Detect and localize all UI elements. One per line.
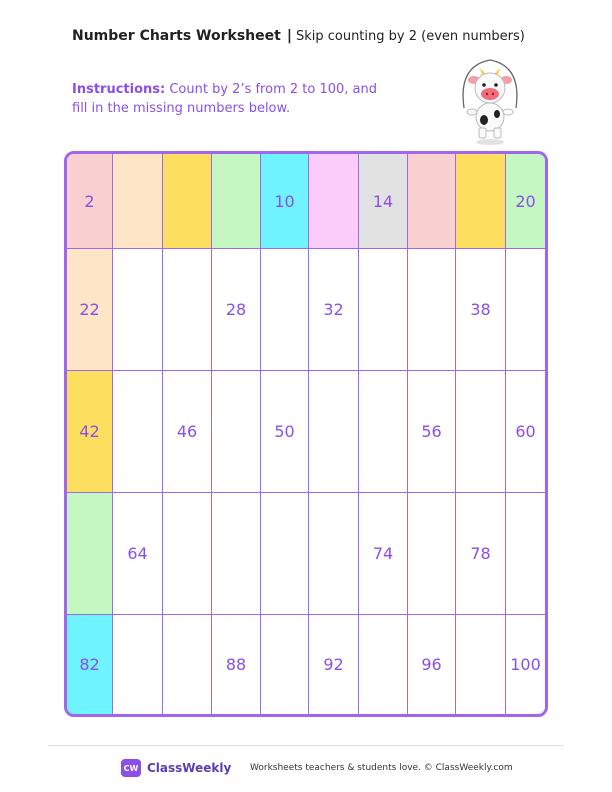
footer-tagline: Worksheets teachers & students love. © ClassWeekly.com (250, 763, 513, 773)
grid-cell-number: 96 (408, 615, 456, 714)
grid-cell-number: 28 (212, 249, 261, 371)
grid-cell-number: 74 (359, 493, 408, 615)
grid-row (67, 154, 545, 249)
instructions (72, 80, 382, 118)
logo-text: ClassWeekly (147, 761, 232, 775)
grid-cell-number: 38 (456, 249, 506, 371)
grid-cell-blank[interactable] (359, 615, 408, 714)
grid-cell-number: 32 (309, 249, 359, 371)
grid-cell-blank[interactable] (309, 154, 359, 249)
classweekly-logo (121, 759, 231, 777)
grid-cell-number: 64 (113, 493, 163, 615)
instructions-text: Count by 2’s from 2 to 100, and fill in the missing numbers below. (72, 82, 377, 116)
grid-row (67, 493, 545, 615)
grid-cell-blank[interactable] (309, 371, 359, 493)
grid-cell-blank[interactable] (506, 493, 545, 615)
grid-cell-blank[interactable] (212, 154, 261, 249)
worksheet-header (72, 28, 525, 44)
grid-cell-number: 56 (408, 371, 456, 493)
grid-cell-blank[interactable] (113, 249, 163, 371)
grid-cell-blank[interactable] (456, 371, 506, 493)
number-chart-grid (64, 151, 548, 717)
grid-cell-number: 88 (212, 615, 261, 714)
grid-cell-blank[interactable] (163, 249, 212, 371)
grid-cell-blank[interactable] (506, 249, 545, 371)
grid-cell-blank[interactable] (261, 249, 309, 371)
grid-cell-number: 14 (359, 154, 408, 249)
worksheet-title: Number Charts Worksheet (72, 28, 281, 44)
footer-divider (48, 745, 564, 746)
grid-cell-number: 82 (67, 615, 113, 714)
logo-mark: CW (121, 759, 141, 777)
grid-cell-blank[interactable] (261, 615, 309, 714)
grid-cell-blank[interactable] (309, 493, 359, 615)
grid-cell-number: 10 (261, 154, 309, 249)
grid-cell-number: 46 (163, 371, 212, 493)
grid-cell-number: 92 (309, 615, 359, 714)
grid-cell-blank[interactable] (67, 493, 113, 615)
grid-cell-blank[interactable] (456, 615, 506, 714)
grid-row (67, 615, 545, 714)
grid-cell-blank[interactable] (408, 493, 456, 615)
grid-cell-number: 42 (67, 371, 113, 493)
grid-cell-number: 22 (67, 249, 113, 371)
grid-cell-number: 60 (506, 371, 545, 493)
grid-cell-number: 2 (67, 154, 113, 249)
grid-cell-blank[interactable] (113, 615, 163, 714)
jump-rope-cow-icon (454, 56, 526, 150)
grid-cell-blank[interactable] (408, 249, 456, 371)
grid-cell-number: 100 (510, 655, 541, 674)
grid-row (67, 249, 545, 371)
grid-cell-blank[interactable] (456, 154, 506, 249)
grid-cell-blank[interactable] (163, 154, 212, 249)
grid-cell-blank[interactable] (408, 154, 456, 249)
grid-cell-number: 50 (261, 371, 309, 493)
title-separator: | (286, 28, 292, 44)
worksheet-subtitle: Skip counting by 2 (even numbers) (295, 29, 525, 44)
grid-cell-blank[interactable] (113, 371, 163, 493)
grid-cell-blank[interactable] (113, 154, 163, 249)
grid-cell-blank[interactable] (212, 493, 261, 615)
grid-cell-blank[interactable] (359, 371, 408, 493)
grid-cell-blank[interactable] (261, 493, 309, 615)
grid-cell-blank[interactable] (163, 615, 212, 714)
grid-cell-blank[interactable] (212, 371, 261, 493)
grid-row (67, 371, 545, 493)
grid-cell-blank[interactable] (163, 493, 212, 615)
grid-cell-number: 20 (506, 154, 545, 249)
instructions-label: Instructions: (72, 82, 166, 97)
grid-cell-blank[interactable] (359, 249, 408, 371)
grid-cell-number: 78 (456, 493, 506, 615)
